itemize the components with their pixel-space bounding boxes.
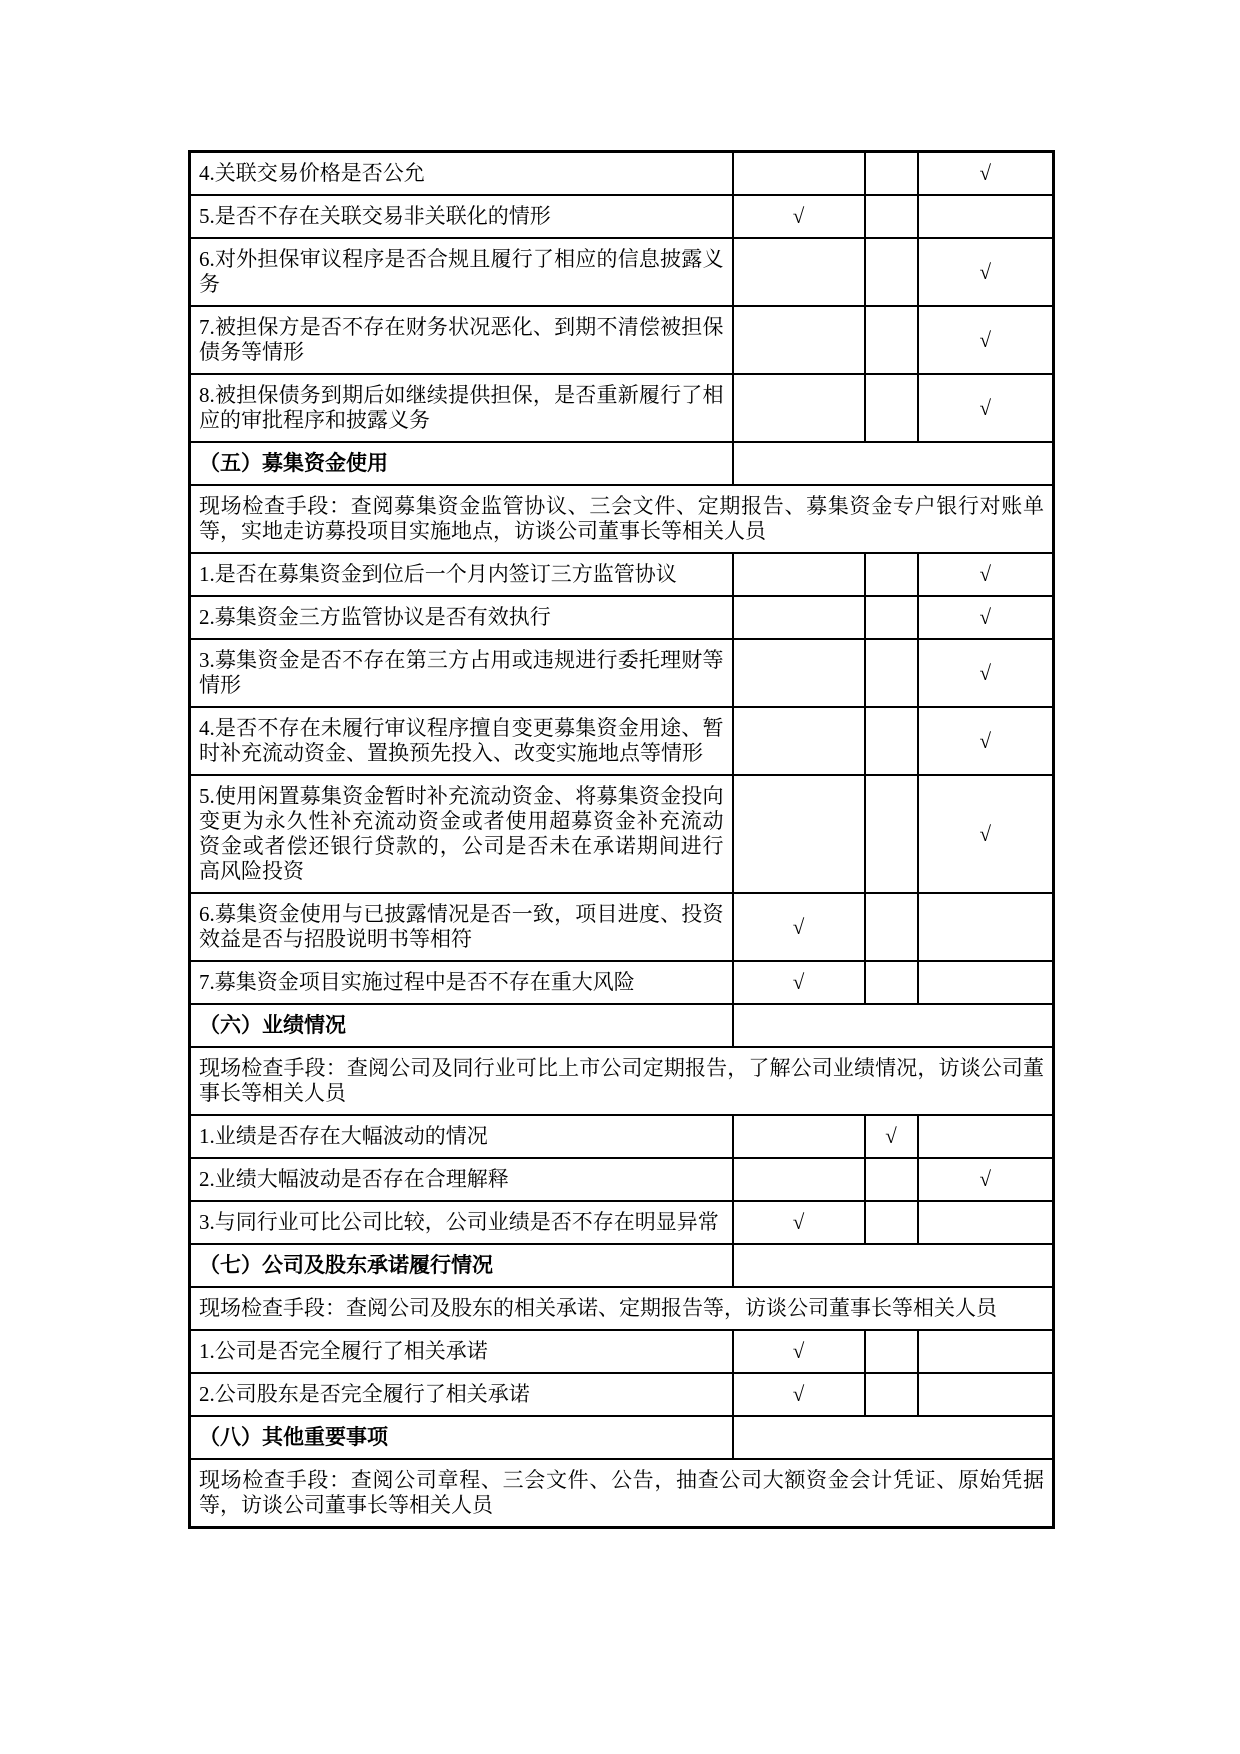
answer-cell	[733, 961, 865, 1004]
table-row	[190, 639, 1054, 707]
answer-cell	[733, 306, 865, 374]
check-mark: √	[792, 1210, 805, 1234]
question-cell: 1.公司是否完全履行了相关承诺	[190, 1330, 733, 1373]
table-row	[190, 893, 1054, 961]
answer-cell	[918, 775, 1054, 893]
answer-cell	[865, 596, 918, 639]
answer-cell	[865, 893, 918, 961]
check-mark: √	[979, 395, 992, 420]
answer-cell	[733, 1330, 865, 1373]
answer-cell	[865, 306, 918, 374]
answer-cell	[733, 596, 865, 639]
answer-cell	[865, 639, 918, 707]
table-row	[190, 1158, 1054, 1201]
answer-cell	[918, 306, 1054, 374]
answer-cell	[918, 152, 1054, 196]
answer-cell	[733, 775, 865, 893]
checklist-table-body	[190, 152, 1054, 1528]
answer-cell	[918, 1201, 1054, 1244]
table-row	[190, 152, 1054, 196]
question-cell: 2.公司股东是否完全履行了相关承诺	[190, 1373, 733, 1416]
answer-cell	[733, 1158, 865, 1201]
check-mark: √	[979, 821, 992, 846]
table-row	[190, 961, 1054, 1004]
answer-cell	[918, 195, 1054, 238]
table-row	[190, 442, 1054, 485]
check-mark: √	[979, 728, 992, 753]
answer-cell	[918, 961, 1054, 1004]
answer-cell	[918, 374, 1054, 442]
answer-cell	[918, 1158, 1054, 1201]
answer-cell	[733, 707, 865, 775]
answer-cell	[733, 639, 865, 707]
check-mark: √	[792, 914, 805, 939]
answer-cell	[733, 238, 865, 306]
check-mark: √	[979, 660, 992, 685]
question-cell: 4.关联交易价格是否公允	[190, 152, 733, 196]
answer-cell	[865, 1115, 918, 1158]
question-cell: 2.业绩大幅波动是否存在合理解释	[190, 1158, 733, 1201]
table-row	[190, 1244, 1054, 1287]
answer-cell	[865, 238, 918, 306]
answer-cell	[733, 195, 865, 238]
answer-cell	[733, 553, 865, 596]
table-row	[190, 1047, 1054, 1115]
question-cell: 3.与同行业可比公司比较，公司业绩是否不存在明显异常	[190, 1201, 733, 1244]
answer-cell	[865, 195, 918, 238]
question-cell: 5.是否不存在关联交易非关联化的情形	[190, 195, 733, 238]
answer-cell	[918, 1373, 1054, 1416]
check-mark: √	[979, 562, 992, 586]
section-spacer-cell	[733, 442, 1054, 485]
section-title-cell: （五）募集资金使用	[190, 442, 733, 485]
answer-cell	[733, 1115, 865, 1158]
table-row	[190, 1287, 1054, 1330]
answer-cell	[865, 707, 918, 775]
inspection-checklist-table	[188, 150, 1055, 1529]
table-row	[190, 195, 1054, 238]
question-cell: 3.募集资金是否不存在第三方占用或违规进行委托理财等情形	[190, 639, 733, 707]
answer-cell	[918, 1330, 1054, 1373]
table-row	[190, 485, 1054, 553]
table-row	[190, 238, 1054, 306]
table-row	[190, 1416, 1054, 1459]
table-row	[190, 553, 1054, 596]
question-cell: 1.是否在募集资金到位后一个月内签订三方监管协议	[190, 553, 733, 596]
question-cell: 5.使用闲置募集资金暂时补充流动资金、将募集资金投向变更为永久性补充流动资金或者使用超募资金补充流动资金或者偿还银行贷款的，公司是否未在承诺期间进行高风险投资	[190, 775, 733, 893]
method-cell: 现场检查手段：查阅公司及同行业可比上市公司定期报告，了解公司业绩情况，访谈公司董事长等相关人员	[190, 1047, 1054, 1115]
section-spacer-cell	[733, 1004, 1054, 1047]
answer-cell	[865, 152, 918, 196]
question-cell: 7.募集资金项目实施过程中是否不存在重大风险	[190, 961, 733, 1004]
answer-cell	[865, 1201, 918, 1244]
answer-cell	[865, 553, 918, 596]
answer-cell	[918, 893, 1054, 961]
answer-cell	[918, 639, 1054, 707]
table-row	[190, 1004, 1054, 1047]
answer-cell	[865, 374, 918, 442]
check-mark: √	[979, 605, 992, 629]
check-mark: √	[792, 1339, 805, 1363]
check-mark: √	[979, 327, 992, 352]
question-cell: 4.是否不存在未履行审议程序擅自变更募集资金用途、暂时补充流动资金、置换预先投入、改变实施地点等情形	[190, 707, 733, 775]
answer-cell	[918, 238, 1054, 306]
check-mark: √	[979, 1167, 992, 1191]
answer-cell	[733, 1373, 865, 1416]
answer-cell	[918, 707, 1054, 775]
question-cell: 2.募集资金三方监管协议是否有效执行	[190, 596, 733, 639]
check-mark: √	[979, 161, 992, 185]
table-row	[190, 707, 1054, 775]
check-mark: √	[792, 970, 805, 994]
answer-cell	[865, 961, 918, 1004]
check-mark: √	[792, 1382, 805, 1406]
table-row	[190, 306, 1054, 374]
answer-cell	[865, 775, 918, 893]
method-cell: 现场检查手段：查阅公司章程、三会文件、公告，抽查公司大额资金会计凭证、原始凭据等，访谈公司董事长等相关人员	[190, 1459, 1054, 1528]
answer-cell	[733, 1201, 865, 1244]
table-row	[190, 1115, 1054, 1158]
question-cell: 6.对外担保审议程序是否合规且履行了相应的信息披露义务	[190, 238, 733, 306]
question-cell: 8.被担保债务到期后如继续提供担保，是否重新履行了相应的审批程序和披露义务	[190, 374, 733, 442]
section-spacer-cell	[733, 1416, 1054, 1459]
table-row	[190, 1373, 1054, 1416]
question-cell: 6.募集资金使用与已披露情况是否一致，项目进度、投资效益是否与招股说明书等相符	[190, 893, 733, 961]
table-row	[190, 1330, 1054, 1373]
check-mark: √	[792, 204, 805, 228]
table-row	[190, 374, 1054, 442]
table-row	[190, 596, 1054, 639]
section-title-cell: （七）公司及股东承诺履行情况	[190, 1244, 733, 1287]
answer-cell	[918, 1115, 1054, 1158]
answer-cell	[733, 374, 865, 442]
answer-cell	[733, 152, 865, 196]
section-title-cell: （八）其他重要事项	[190, 1416, 733, 1459]
answer-cell	[865, 1373, 918, 1416]
answer-cell	[918, 596, 1054, 639]
question-cell: 1.业绩是否存在大幅波动的情况	[190, 1115, 733, 1158]
answer-cell	[918, 553, 1054, 596]
answer-cell	[865, 1158, 918, 1201]
table-row	[190, 1459, 1054, 1528]
question-cell: 7.被担保方是否不存在财务状况恶化、到期不清偿被担保债务等情形	[190, 306, 733, 374]
method-cell: 现场检查手段：查阅募集资金监管协议、三会文件、定期报告、募集资金专户银行对账单等，实地走访募投项目实施地点，访谈公司董事长等相关人员	[190, 485, 1054, 553]
check-mark: √	[885, 1124, 897, 1148]
answer-cell	[865, 1330, 918, 1373]
table-row	[190, 1201, 1054, 1244]
table-row	[190, 775, 1054, 893]
answer-cell	[733, 893, 865, 961]
section-spacer-cell	[733, 1244, 1054, 1287]
check-mark: √	[979, 259, 992, 284]
section-title-cell: （六）业绩情况	[190, 1004, 733, 1047]
method-cell: 现场检查手段：查阅公司及股东的相关承诺、定期报告等，访谈公司董事长等相关人员	[190, 1287, 1054, 1330]
